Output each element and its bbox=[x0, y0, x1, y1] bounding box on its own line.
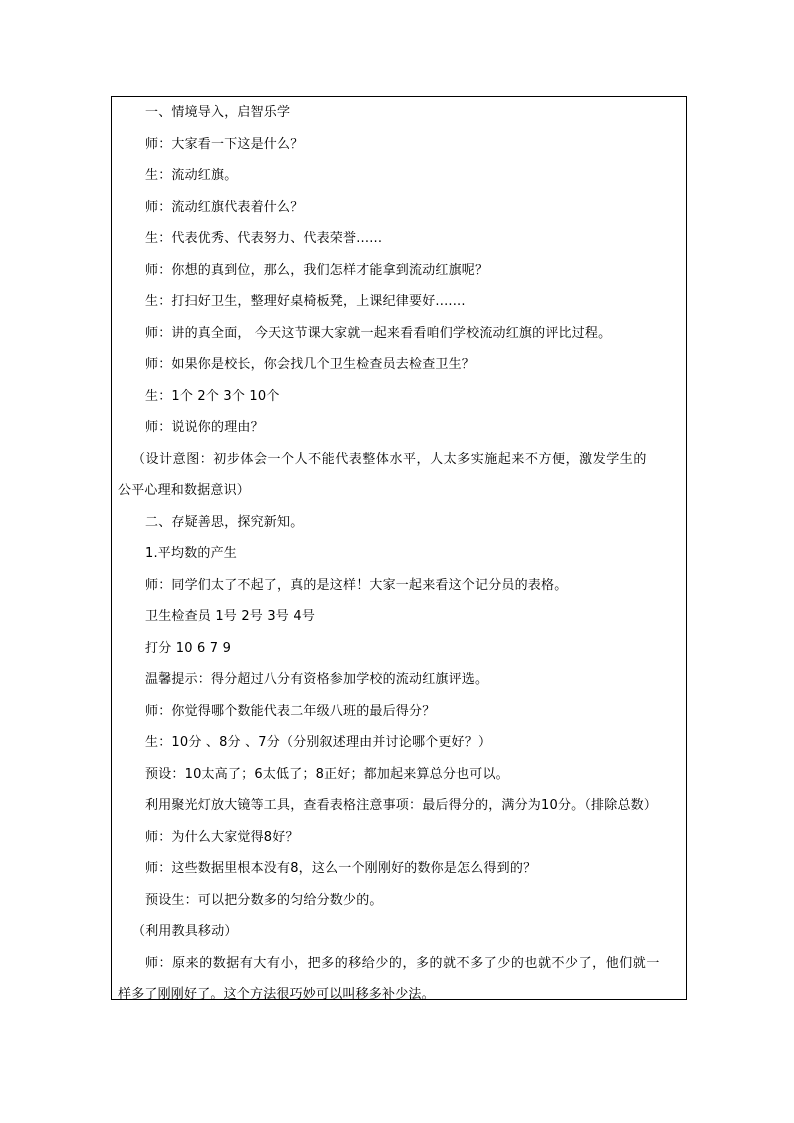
teaching-aid-note: （利用教具移动） bbox=[132, 924, 238, 939]
dialogue-line: 师：同学们太了不起了，真的是这样！大家一起来看这个记分员的表格。 bbox=[145, 578, 568, 593]
tip-line: 温馨提示：得分超过八分有资格参加学校的流动红旗评选。 bbox=[145, 672, 489, 687]
dialogue-line: 师：原来的数据有大有小，把多的移给少的，多的就不多了少的也就不少了，他们就一 bbox=[145, 956, 660, 971]
dialogue-line: 师：大家看一下这是什么？ bbox=[145, 137, 304, 152]
dialogue-line: 师：如果你是校长，你会找几个卫生检查员去检查卫生？ bbox=[145, 357, 476, 372]
tool-note-line: 利用聚光灯放大镜等工具，查看表格注意事项：最后得分的，满分为10分。（排除总数） bbox=[145, 798, 658, 813]
dialogue-line: 师：这些数据里根本没有8，这么一个刚刚好的数你是怎么得到的？ bbox=[145, 861, 537, 876]
dialogue-line: 师：讲的真全面， 今天这节课大家就一起来看看咱们学校流动红旗的评比过程。 bbox=[145, 326, 612, 341]
design-intent-line: （设计意图：初步体会一个人不能代表整体水平，人太多实施起来不方便，激发学生的 bbox=[132, 452, 647, 467]
dialogue-line: 生：代表优秀、代表努力、代表荣誉...... bbox=[145, 231, 383, 246]
design-intent-line-continued: 公平心理和数据意识） bbox=[118, 483, 251, 498]
dialogue-line: 生：打扫好卫生，整理好桌椅板凳，上课纪律要好....... bbox=[145, 294, 466, 309]
preset-line: 预设生：可以把分数多的匀给分数少的。 bbox=[145, 893, 383, 908]
section-heading-1: 一、情境导入，启智乐学 bbox=[145, 105, 291, 120]
score-table-header: 卫生检查员 1号 2号 3号 4号 bbox=[145, 609, 316, 624]
dialogue-line-continued: 样多了刚刚好了。这个方法很巧妙可以叫移多补少法。 bbox=[118, 987, 435, 1002]
dialogue-line: 师：你觉得哪个数能代表二年级八班的最后得分？ bbox=[145, 704, 436, 719]
dialogue-line: 生：10分 、8分 、7分（分别叙述理由并讨论哪个更好？） bbox=[145, 735, 492, 750]
score-table-values: 打分 10 6 7 9 bbox=[145, 641, 232, 656]
dialogue-line: 师：你想的真到位，那么，我们怎样才能拿到流动红旗呢？ bbox=[145, 263, 489, 278]
dialogue-line: 师：流动红旗代表着什么？ bbox=[145, 200, 304, 215]
preset-line: 预设：10太高了；6太低了；8正好；都加起来算总分也可以。 bbox=[145, 767, 509, 782]
dialogue-line: 师：说说你的理由？ bbox=[145, 420, 264, 435]
dialogue-line: 生：流动红旗。 bbox=[145, 168, 238, 183]
subsection-heading: 1.平均数的产生 bbox=[145, 546, 238, 561]
section-heading-2: 二、存疑善思，探究新知。 bbox=[145, 515, 304, 530]
dialogue-line: 生：1个 2个 3个 10个 bbox=[145, 389, 280, 404]
dialogue-line: 师：为什么大家觉得8好？ bbox=[145, 830, 299, 845]
